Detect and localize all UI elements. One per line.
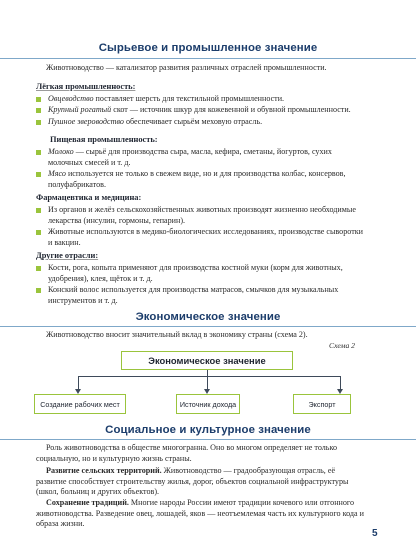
- diagram-child-label: Источник дохода: [179, 399, 237, 409]
- subheading-food: Пищевая промышленность:: [50, 135, 158, 144]
- diagram-root-box: [121, 351, 293, 370]
- economic-paragraph: Животноводство вносит значительный вклад в экономику страны (схема 2).: [46, 330, 308, 339]
- social-paragraph: Сохранение традиций. Многие народы России имеют традиции кочевого или отгонного животноводства. Разведение овец, лошадей, яков — неотъемлемая часть их культурного кода и образа жизни.: [36, 498, 364, 528]
- page-number: 5: [372, 528, 378, 539]
- list-item: Пушное звероводство обеспечивает сырьём меховую отрасль.: [36, 117, 366, 128]
- list-item: Из органов и желёз сельскохозяйственных животных производят жизненно необходимые лекарства (инсулин, гормоны, гепарин).: [36, 205, 366, 226]
- diagram-child-box: [176, 394, 240, 414]
- diagram-connector: [78, 376, 79, 390]
- social-paragraph: Роль животноводства в обществе многогранна. Оно во многом определяет не только социальную, но и культурную жизнь страны.: [36, 443, 338, 463]
- diagram-connector: [340, 376, 341, 390]
- section-title-social: Социальное и культурное значение: [105, 424, 311, 436]
- list-item: Молоко — сырьё для производства сыра, масла, кефира, сметаны, йогуртов, сухих молочных смесей и т. д.: [36, 147, 366, 168]
- diagram-child-label: Создание рабочих мест: [40, 399, 120, 409]
- social-paragraph: Развитие сельских территорий. Животноводство — градообразующая отрасль, её развитие способствует строительству жилья, дорог, объектов социальной инфраструктуры (школ, больниц и других объектов).: [36, 466, 349, 496]
- subheading-other: Другие отрасли:: [36, 251, 99, 260]
- section-rule: [0, 439, 416, 440]
- section-title-raw: Сырьевое и промышленное значение: [98, 42, 318, 54]
- scheme-caption: Схема 2: [329, 341, 355, 350]
- list-item: Конский волос используется для производства матрасов, смычков для музыкальных инструментов и т. д.: [36, 285, 366, 306]
- list-item: Животные используются в медико-биологических исследованиях, производстве сыворотки и вакцин.: [36, 227, 366, 248]
- section-title-economic: Экономическое значение: [135, 311, 281, 323]
- list-item: Крупный рогатый скот — источник шкур для кожевенной и обувной промышленности.: [36, 105, 366, 116]
- list-item: Овцеводство поставляет шерсть для текстильной промышленности.: [36, 94, 366, 105]
- diagram-root-label: Экономическое значение: [148, 355, 266, 366]
- diagram-child-box: [34, 394, 126, 414]
- diagram-child-box: [293, 394, 351, 414]
- diagram-connector: [78, 376, 340, 377]
- list-item: Мясо используется не только в свежем виде, но и для производства колбас, консервов, полуфабрикатов.: [36, 169, 366, 190]
- subheading-pharma: Фармацевтика и медицина:: [36, 193, 142, 202]
- diagram-child-label: Экспорт: [308, 399, 336, 409]
- section-rule: [0, 326, 416, 327]
- diagram-connector: [207, 370, 208, 391]
- subheading-light: Лёгкая промышленность:: [36, 82, 136, 91]
- list-item: Кости, рога, копыта применяют для производства костной муки (корм для животных, удобрения), клея, щёток и т. д.: [36, 263, 366, 284]
- section-rule: [0, 58, 416, 59]
- intro-paragraph: Животноводство — катализатор развития различных отраслей промышленности.: [46, 63, 327, 72]
